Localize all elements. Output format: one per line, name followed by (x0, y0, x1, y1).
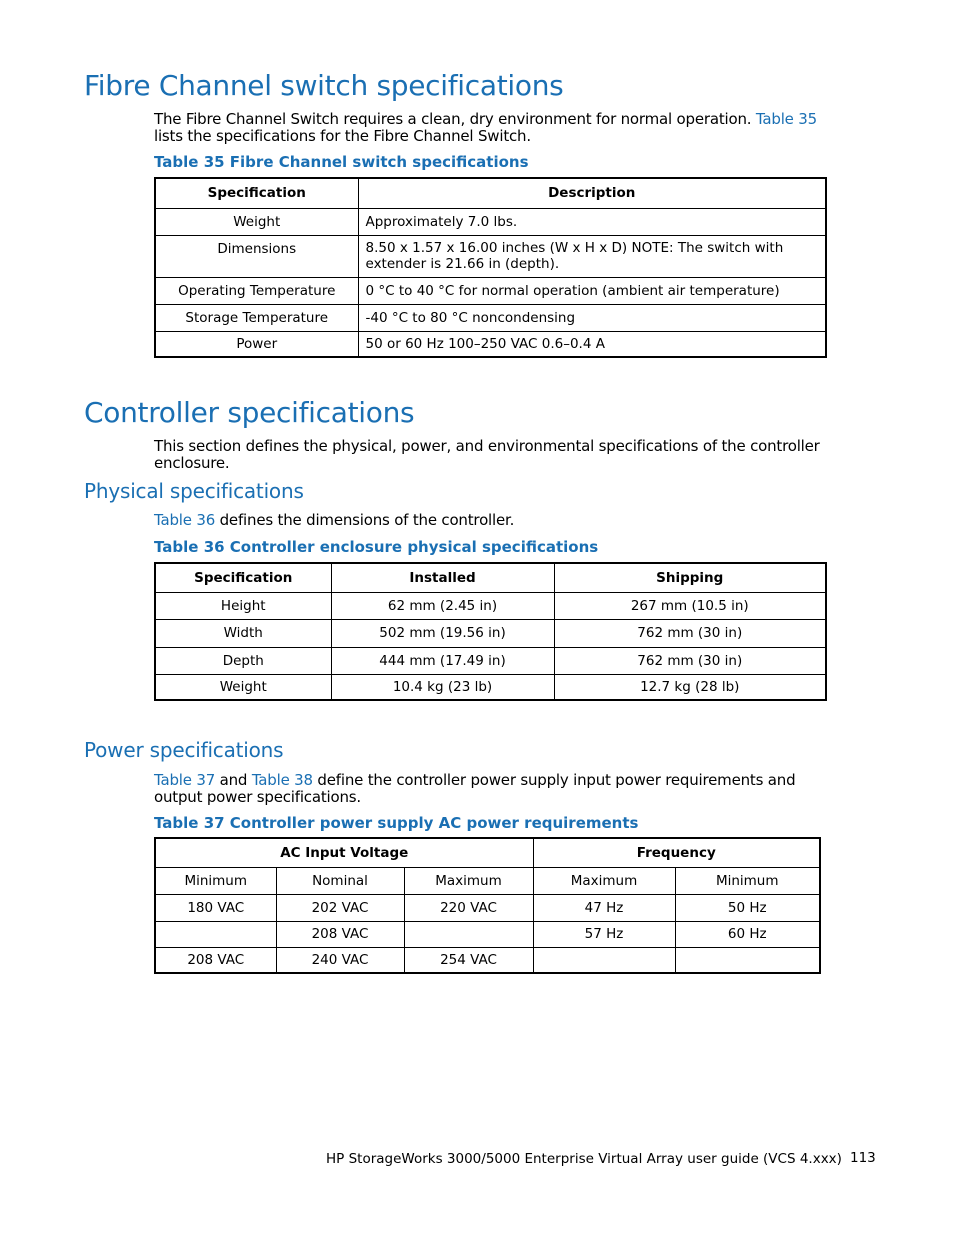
table-cell: Dimensions (155, 235, 358, 277)
table-cell: 47 Hz (533, 894, 675, 921)
table-row (155, 304, 826, 331)
controller-section-title: Controller specifications (84, 396, 415, 429)
table-37-link[interactable]: Table 37 (154, 771, 216, 789)
footer-page-number: 113 (850, 1150, 876, 1166)
table-cell: 762 mm (30 in) (554, 619, 826, 647)
column-group-header: Frequency (533, 838, 820, 867)
table-cell: 10.4 kg (23 lb) (331, 674, 554, 700)
fibre-intro-paragraph (154, 111, 834, 145)
table-cell: Width (155, 619, 331, 647)
table-subheader-row (155, 867, 820, 894)
table-cell: 254 VAC (404, 947, 533, 973)
table-cell: 62 mm (2.45 in) (331, 592, 554, 619)
table-cell: 202 VAC (276, 894, 404, 921)
table-row (155, 592, 826, 619)
table-35-caption: Table 35 Fibre Channel switch specifications (154, 153, 529, 171)
table-cell: 57 Hz (533, 921, 675, 947)
table-cell (533, 947, 675, 973)
fibre-intro-text: The Fibre Channel Switch requires a clean, dry environment for normal operation. (154, 110, 756, 128)
footer-doc-title: HP StorageWorks 3000/5000 Enterprise Virtual Array user guide (VCS 4.xxx) (326, 1151, 842, 1167)
power-supply-ac-table (154, 837, 821, 974)
table-35-link[interactable]: Table 35 (755, 110, 817, 128)
table-cell: 220 VAC (404, 894, 533, 921)
table-row (155, 331, 826, 357)
table-cell: 180 VAC (155, 894, 276, 921)
table-36-link[interactable]: Table 36 (154, 511, 216, 529)
power-section-title: Power specifications (84, 738, 284, 762)
column-header: Installed (331, 563, 554, 592)
table-cell: 762 mm (30 in) (554, 647, 826, 674)
column-subheader: Maximum (404, 867, 533, 894)
table-cell: 444 mm (17.49 in) (331, 647, 554, 674)
power-intro-text-end: define the controller power supply input power requirements and output power specifications. (154, 771, 796, 806)
table-row (155, 619, 826, 647)
table-cell: Storage Temperature (155, 304, 358, 331)
column-subheader: Nominal (276, 867, 404, 894)
physical-intro-text: defines the dimensions of the controller. (215, 511, 515, 529)
column-header: Shipping (554, 563, 826, 592)
table-row (155, 647, 826, 674)
table-38-link[interactable]: Table 38 (251, 771, 313, 789)
controller-physical-spec-table (154, 562, 827, 701)
table-row (155, 674, 826, 700)
table-cell (675, 947, 820, 973)
table-header-row (155, 563, 826, 592)
table-group-header-row (155, 838, 820, 867)
table-37-caption: Table 37 Controller power supply AC power requirements (154, 814, 639, 832)
table-cell (404, 921, 533, 947)
physical-section-title: Physical specifications (84, 479, 304, 503)
column-header: Description (358, 178, 826, 208)
table-row (155, 894, 820, 921)
fibre-switch-spec-table (154, 177, 827, 358)
table-cell: 240 VAC (276, 947, 404, 973)
table-row (155, 277, 826, 304)
physical-intro-paragraph (154, 512, 834, 529)
table-36-caption: Table 36 Controller enclosure physical specifications (154, 538, 599, 556)
table-row (155, 208, 826, 235)
table-cell: Depth (155, 647, 331, 674)
fibre-intro-text-end: lists the specifications for the Fibre Channel Switch. (154, 127, 531, 145)
column-subheader: Minimum (155, 867, 276, 894)
table-cell: 12.7 kg (28 lb) (554, 674, 826, 700)
column-header: Specification (155, 178, 358, 208)
table-cell: 502 mm (19.56 in) (331, 619, 554, 647)
table-row (155, 235, 826, 277)
table-cell: 50 or 60 Hz 100–250 VAC 0.6–0.4 A (358, 331, 826, 357)
table-cell: Power (155, 331, 358, 357)
table-cell: -40 °C to 80 °C noncondensing (358, 304, 826, 331)
table-row (155, 921, 820, 947)
table-cell: 208 VAC (155, 947, 276, 973)
table-cell: Approximately 7.0 lbs. (358, 208, 826, 235)
column-subheader: Minimum (675, 867, 820, 894)
table-cell: 0 °C to 40 °C for normal operation (ambient air temperature) (358, 277, 826, 304)
table-cell: 50 Hz (675, 894, 820, 921)
table-header-row (155, 178, 826, 208)
table-cell: Weight (155, 674, 331, 700)
power-intro-text: and (215, 771, 252, 789)
column-subheader: Maximum (533, 867, 675, 894)
power-intro-paragraph (154, 772, 844, 806)
table-cell: Height (155, 592, 331, 619)
column-header: Specification (155, 563, 331, 592)
table-cell: 208 VAC (276, 921, 404, 947)
table-row (155, 947, 820, 973)
table-cell: Operating Temperature (155, 277, 358, 304)
fibre-section-title: Fibre Channel switch specifications (84, 69, 564, 102)
controller-intro-paragraph: This section defines the physical, power, and environmental specifications of the controller enclosure. (154, 437, 820, 472)
table-cell: 8.50 x 1.57 x 16.00 inches (W x H x D) NOTE: The switch with extender is 21.66 in (depth). (358, 235, 826, 277)
table-cell: Weight (155, 208, 358, 235)
table-cell (155, 921, 276, 947)
column-group-header: AC Input Voltage (155, 838, 533, 867)
table-cell: 60 Hz (675, 921, 820, 947)
table-cell: 267 mm (10.5 in) (554, 592, 826, 619)
